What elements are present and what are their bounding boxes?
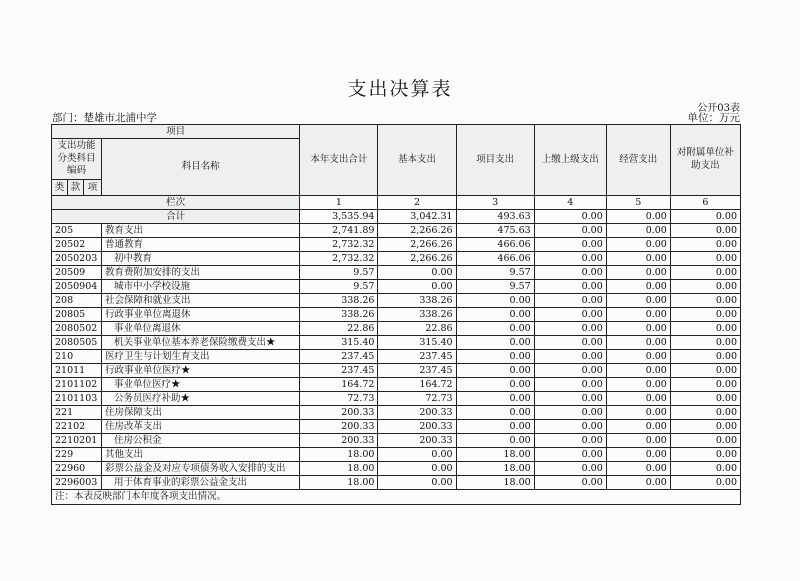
table-row [52, 462, 741, 476]
expenditure-table [51, 124, 741, 505]
index-cell: 6 [670, 196, 740, 210]
row-value: 164.72 [378, 378, 456, 392]
row-value: 0.00 [534, 364, 606, 378]
row-value: 0.00 [606, 406, 670, 420]
row-value: 466.06 [456, 238, 534, 252]
row-value: 338.26 [378, 294, 456, 308]
row-value: 2,266.26 [378, 224, 456, 238]
row-code: 2101102 [52, 378, 102, 392]
row-value: 0.00 [606, 266, 670, 280]
row-value: 475.63 [456, 224, 534, 238]
row-value: 0.00 [670, 364, 740, 378]
row-value: 237.45 [378, 350, 456, 364]
row-value: 0.00 [456, 336, 534, 350]
row-value: 0.00 [534, 420, 606, 434]
row-value: 2,732.32 [300, 238, 378, 252]
cat-header: 类 [52, 180, 68, 196]
table-row [52, 378, 741, 392]
index-row [52, 196, 741, 210]
project-header: 项目 [52, 125, 300, 139]
row-value: 0.00 [670, 448, 740, 462]
row-value: 0.00 [606, 322, 670, 336]
row-value: 200.33 [378, 434, 456, 448]
item-header: 项 [84, 180, 102, 196]
row-value: 18.00 [456, 462, 534, 476]
row-value: 2,741.89 [300, 224, 378, 238]
row-value: 0.00 [670, 336, 740, 350]
row-value: 0.00 [456, 406, 534, 420]
table-row [52, 392, 741, 406]
row-code: 21011 [52, 364, 102, 378]
row-value: 0.00 [670, 462, 740, 476]
row-code: 2080505 [52, 336, 102, 350]
row-code: 20502 [52, 238, 102, 252]
row-code: 2101103 [52, 392, 102, 406]
row-value: 0.00 [670, 238, 740, 252]
row-value: 0.00 [606, 448, 670, 462]
row-name: 医疗卫生与计划生育支出 [102, 350, 300, 364]
header-row-1 [52, 125, 741, 139]
col-header-project: 项目支出 [456, 125, 534, 196]
row-value: 2,266.26 [378, 238, 456, 252]
code-header: 支出功能分类科目编码 [52, 139, 102, 180]
table-row [52, 280, 741, 294]
row-value: 0.00 [534, 448, 606, 462]
row-value: 0.00 [378, 448, 456, 462]
row-name: 彩票公益金及对应专项债务收入安排的支出 [102, 462, 300, 476]
row-code: 22960 [52, 462, 102, 476]
row-value: 0.00 [670, 252, 740, 266]
index-cell: 2 [378, 196, 456, 210]
total-value: 0.00 [606, 210, 670, 224]
row-value: 2,266.26 [378, 252, 456, 266]
row-value: 0.00 [456, 322, 534, 336]
row-value: 0.00 [378, 266, 456, 280]
table-row [52, 364, 741, 378]
row-value: 0.00 [534, 392, 606, 406]
row-code: 2050203 [52, 252, 102, 266]
row-code: 2210201 [52, 434, 102, 448]
row-value: 9.57 [456, 280, 534, 294]
row-name: 住房公积金 [102, 434, 300, 448]
row-value: 0.00 [534, 350, 606, 364]
row-name: 用于体育事业的彩票公益金支出 [102, 476, 300, 490]
row-value: 0.00 [456, 378, 534, 392]
row-value: 18.00 [300, 448, 378, 462]
row-value: 466.06 [456, 252, 534, 266]
col-header-remit-upper: 上缴上级支出 [534, 125, 606, 196]
row-value: 0.00 [670, 294, 740, 308]
index-cell: 1 [300, 196, 378, 210]
row-name: 其他支出 [102, 448, 300, 462]
row-value: 9.57 [300, 280, 378, 294]
unit-label: 单位：万元 [687, 112, 740, 124]
row-value: 0.00 [456, 434, 534, 448]
row-value: 18.00 [300, 476, 378, 490]
row-code: 2296003 [52, 476, 102, 490]
department-label: 部门：楚雄市北浦中学 [52, 112, 157, 124]
row-name: 住房保障支出 [102, 406, 300, 420]
row-name: 公务员医疗补助★ [102, 392, 300, 406]
index-cell: 4 [534, 196, 606, 210]
table-row [52, 434, 741, 448]
col-header-business: 经营支出 [606, 125, 670, 196]
row-code: 205 [52, 224, 102, 238]
row-value: 0.00 [670, 350, 740, 364]
row-value: 0.00 [606, 238, 670, 252]
row-value: 0.00 [606, 350, 670, 364]
row-name: 行政事业单位离退休 [102, 308, 300, 322]
row-value: 0.00 [606, 392, 670, 406]
row-name: 初中教育 [102, 252, 300, 266]
row-value: 0.00 [606, 476, 670, 490]
table-row [52, 350, 741, 364]
row-code: 2050904 [52, 280, 102, 294]
total-value: 3,042.31 [378, 210, 456, 224]
row-name: 教育费附加安排的支出 [102, 266, 300, 280]
row-value: 22.86 [378, 322, 456, 336]
row-value: 0.00 [456, 294, 534, 308]
name-header: 科目名称 [102, 139, 300, 196]
row-code: 221 [52, 406, 102, 420]
table-row [52, 336, 741, 350]
row-name: 事业单位离退休 [102, 322, 300, 336]
total-value: 3,535.94 [300, 210, 378, 224]
table-row [52, 294, 741, 308]
row-value: 0.00 [534, 252, 606, 266]
index-label: 栏次 [52, 196, 300, 210]
col-header-basic: 基本支出 [378, 125, 456, 196]
row-value: 0.00 [670, 322, 740, 336]
row-value: 0.00 [670, 406, 740, 420]
row-value: 72.73 [378, 392, 456, 406]
row-value: 0.00 [606, 462, 670, 476]
row-value: 0.00 [606, 252, 670, 266]
row-value: 338.26 [300, 308, 378, 322]
row-value: 18.00 [456, 476, 534, 490]
row-value: 0.00 [534, 294, 606, 308]
row-value: 237.45 [300, 364, 378, 378]
row-value: 0.00 [606, 224, 670, 238]
row-value: 0.00 [606, 294, 670, 308]
row-value: 0.00 [670, 476, 740, 490]
row-value: 0.00 [378, 462, 456, 476]
table-row [52, 322, 741, 336]
row-value: 200.33 [300, 406, 378, 420]
row-name: 住房改革支出 [102, 420, 300, 434]
row-value: 0.00 [534, 406, 606, 420]
table-row [52, 308, 741, 322]
row-value: 200.33 [378, 406, 456, 420]
row-code: 20805 [52, 308, 102, 322]
row-value: 2,732.32 [300, 252, 378, 266]
row-value: 200.33 [378, 420, 456, 434]
row-code: 229 [52, 448, 102, 462]
index-cell: 3 [456, 196, 534, 210]
row-code: 2080502 [52, 322, 102, 336]
row-value: 338.26 [300, 294, 378, 308]
row-value: 18.00 [456, 448, 534, 462]
row-value: 0.00 [456, 308, 534, 322]
row-value: 0.00 [534, 476, 606, 490]
row-value: 0.00 [670, 378, 740, 392]
row-name: 城市中小学校设施 [102, 280, 300, 294]
row-value: 0.00 [534, 462, 606, 476]
index-cell: 5 [606, 196, 670, 210]
row-value: 0.00 [534, 434, 606, 448]
total-row [52, 210, 741, 224]
row-value: 0.00 [378, 280, 456, 294]
row-value: 0.00 [534, 224, 606, 238]
row-value: 0.00 [670, 434, 740, 448]
table-row [52, 420, 741, 434]
row-name: 普通教育 [102, 238, 300, 252]
row-value: 0.00 [670, 266, 740, 280]
total-label: 合计 [52, 210, 300, 224]
row-value: 315.40 [378, 336, 456, 350]
row-value: 9.57 [456, 266, 534, 280]
sec-header: 款 [68, 180, 84, 196]
row-value: 0.00 [534, 322, 606, 336]
row-value: 237.45 [300, 350, 378, 364]
row-value: 0.00 [606, 420, 670, 434]
form-number: 公开03表 [697, 103, 740, 114]
row-code: 210 [52, 350, 102, 364]
row-value: 22.86 [300, 322, 378, 336]
row-value: 0.00 [606, 280, 670, 294]
row-value: 0.00 [670, 420, 740, 434]
table-row [52, 406, 741, 420]
page-title: 支出决算表 [347, 78, 453, 100]
row-value: 0.00 [534, 266, 606, 280]
table-row [52, 252, 741, 266]
row-value: 9.57 [300, 266, 378, 280]
row-value: 0.00 [456, 364, 534, 378]
row-code: 20509 [52, 266, 102, 280]
row-value: 0.00 [606, 434, 670, 448]
row-value: 0.00 [670, 308, 740, 322]
table-row [52, 266, 741, 280]
row-value: 0.00 [456, 420, 534, 434]
row-value: 0.00 [606, 308, 670, 322]
row-value: 0.00 [534, 336, 606, 350]
row-value: 338.26 [378, 308, 456, 322]
row-value: 200.33 [300, 420, 378, 434]
col-header-total: 本年支出合计 [300, 125, 378, 196]
row-value: 200.33 [300, 434, 378, 448]
col-header-subsidy: 对附属单位补助支出 [670, 125, 740, 196]
row-value: 0.00 [534, 280, 606, 294]
row-code: 22102 [52, 420, 102, 434]
row-code: 208 [52, 294, 102, 308]
row-value: 0.00 [606, 364, 670, 378]
row-value: 315.40 [300, 336, 378, 350]
row-value: 237.45 [378, 364, 456, 378]
total-value: 0.00 [670, 210, 740, 224]
table-row [52, 238, 741, 252]
row-value: 0.00 [378, 476, 456, 490]
row-value: 0.00 [606, 378, 670, 392]
row-name: 社会保障和就业支出 [102, 294, 300, 308]
row-value: 0.00 [670, 392, 740, 406]
row-name: 行政事业单位医疗★ [102, 364, 300, 378]
table-row [52, 224, 741, 238]
row-value: 18.00 [300, 462, 378, 476]
row-name: 事业单位医疗★ [102, 378, 300, 392]
row-value: 0.00 [670, 224, 740, 238]
table-row [52, 448, 741, 462]
row-value: 0.00 [456, 350, 534, 364]
row-value: 0.00 [606, 336, 670, 350]
total-value: 493.63 [456, 210, 534, 224]
row-value: 72.73 [300, 392, 378, 406]
row-name: 机关事业单位基本养老保险缴费支出★ [102, 336, 300, 350]
table-row [52, 476, 741, 490]
row-value: 0.00 [670, 280, 740, 294]
total-value: 0.00 [534, 210, 606, 224]
row-value: 0.00 [534, 378, 606, 392]
table-note: 注：本表反映部门本年度各项支出情况。 [52, 490, 741, 505]
row-name: 教育支出 [102, 224, 300, 238]
note-row [52, 490, 741, 505]
row-value: 0.00 [534, 238, 606, 252]
row-value: 164.72 [300, 378, 378, 392]
row-value: 0.00 [534, 308, 606, 322]
row-value: 0.00 [456, 392, 534, 406]
